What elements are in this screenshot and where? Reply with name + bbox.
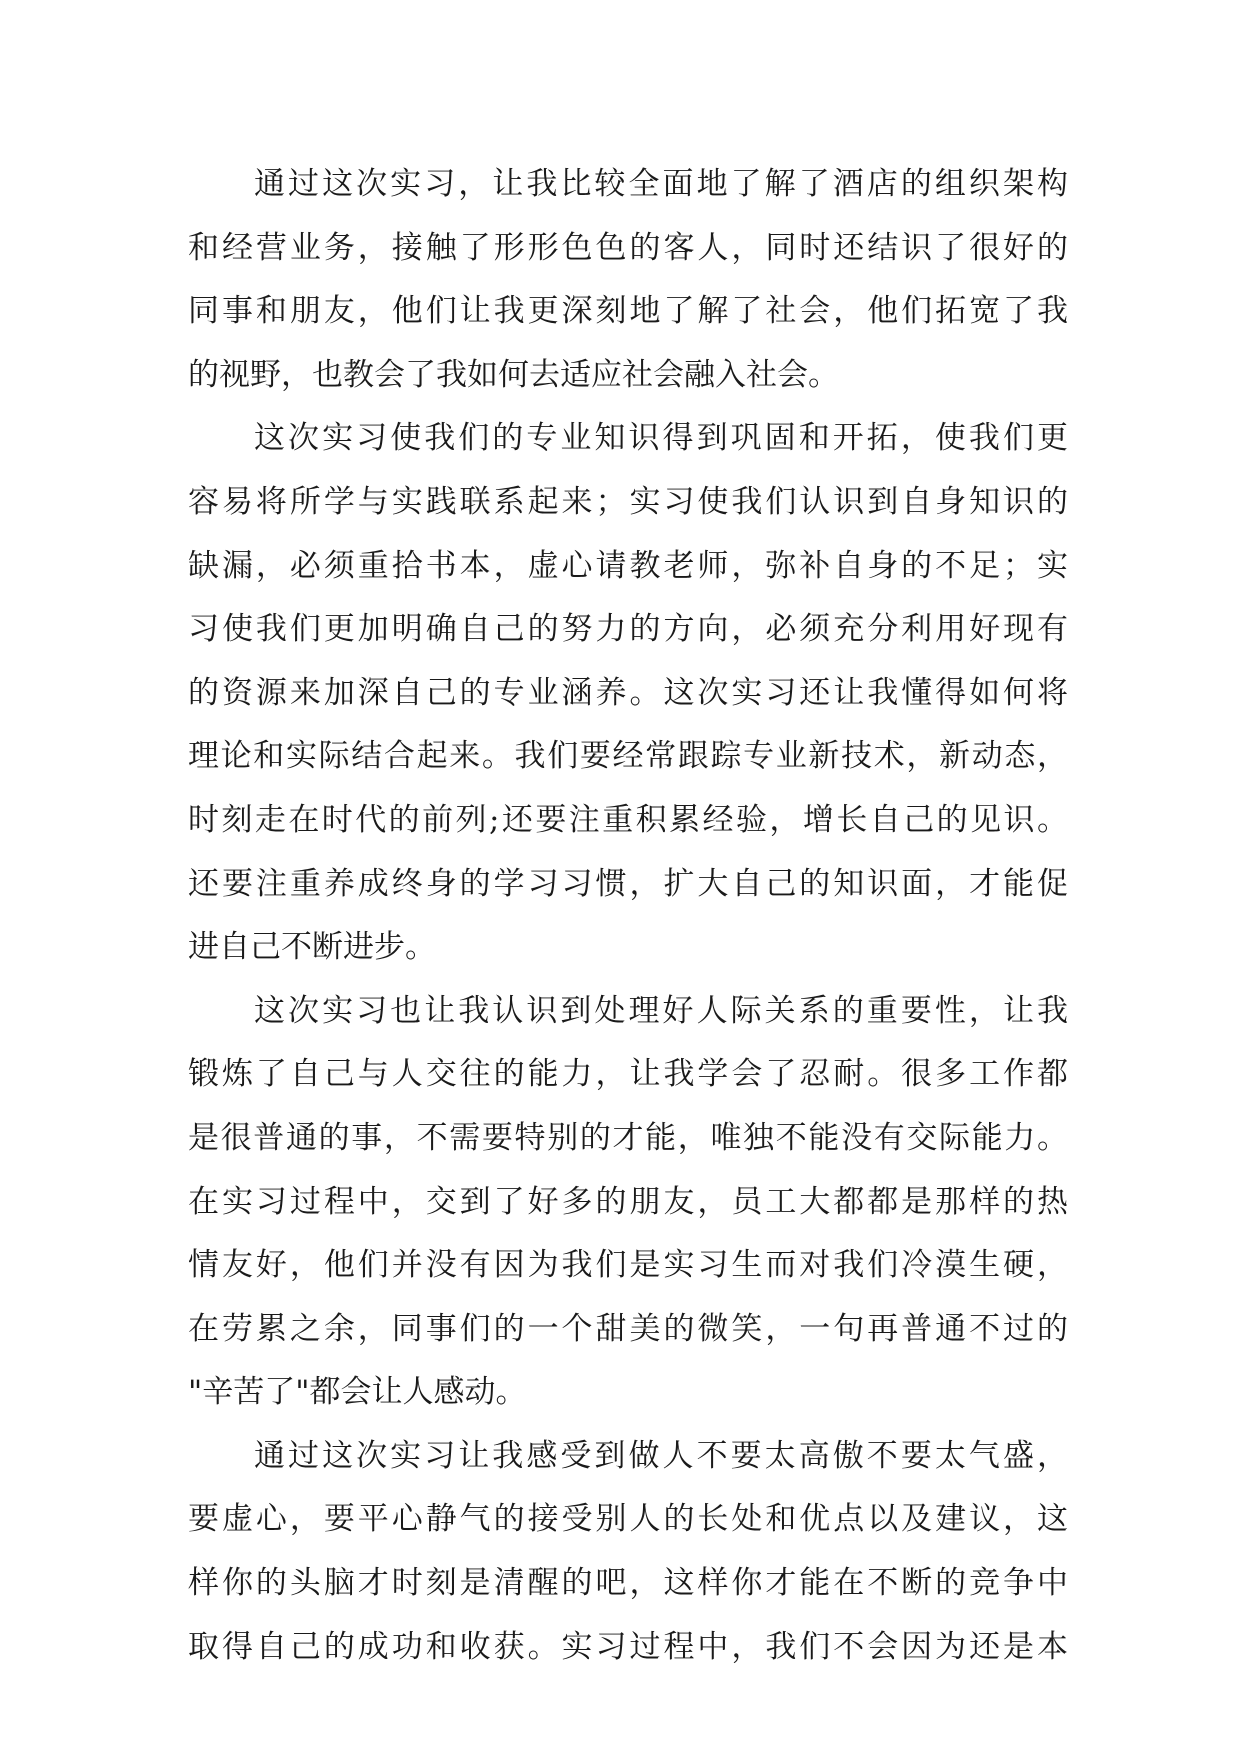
paragraph-2-line-9: 进自己不断进步。 (188, 929, 436, 966)
paragraph-3-line-4: 在实习过程中，交到了好多的朋友，员工大都都是那样的热 (188, 1183, 1068, 1220)
paragraph-1-line-1: 通过这次实习，让我比较全面地了解了酒店的组织架构 (254, 166, 1068, 202)
paragraph-3-line-1: 这次实习也让我认识到处理好人际关系的重要性，让我 (254, 992, 1068, 1029)
paragraph-2-line-3: 缺漏，必须重拾书本，虚心请教老师，弥补自身的不足；实 (188, 547, 1068, 584)
paragraph-3-line-3: 是很普通的事，不需要特别的才能，唯独不能没有交际能力。 (188, 1119, 1068, 1156)
paragraph-2-line-5: 的资源来加深自己的专业涵养。这次实习还让我懂得如何将 (188, 674, 1068, 711)
paragraph-2-line-6: 理论和实际结合起来。我们要经常跟踪专业新技术，新动态， (188, 738, 1068, 775)
paragraph-1-line-2: 和经营业务，接触了形形色色的客人，同时还结识了很好的 (188, 229, 1068, 266)
document-body (188, 153, 1068, 1679)
paragraph-1-line-4: 的视野，也教会了我如何去适应社会融入社会。 (188, 356, 839, 393)
paragraph-3-line-5: 情友好，他们并没有因为我们是实习生而对我们冷漠生硬， (188, 1247, 1068, 1284)
paragraph-3-line-6: 在劳累之余，同事们的一个甜美的微笑，一句再普通不过的 (188, 1310, 1068, 1347)
paragraph-1-line-3: 同事和朋友，他们让我更深刻地了解了社会，他们拓宽了我 (188, 293, 1068, 330)
paragraph-3-line-7: "辛苦了"都会让人感动。 (188, 1374, 527, 1411)
paragraph-2-line-4: 习使我们更加明确自己的努力的方向，必须充分利用好现有 (188, 611, 1068, 648)
paragraph-2-line-2: 容易将所学与实践联系起来；实习使我们认识到自身知识的 (188, 483, 1068, 520)
paragraph-2-line-8: 还要注重养成终身的学习习惯，扩大自己的知识面，才能促 (188, 865, 1068, 902)
paragraph-4-line-3: 样你的头脑才时刻是清醒的吧，这样你才能在不断的竞争中 (188, 1565, 1068, 1602)
paragraph-3-line-2: 锻炼了自己与人交往的能力，让我学会了忍耐。很多工作都 (188, 1056, 1068, 1093)
paragraph-4-line-1: 通过这次实习让我感受到做人不要太高傲不要太气盛， (254, 1437, 1068, 1474)
paragraph-2-line-7: 时刻走在时代的前列;还要注重积累经验，增长自己的见识。 (188, 801, 1068, 838)
paragraph-4-line-2: 要虚心，要平心静气的接受别人的长处和优点以及建议，这 (188, 1501, 1068, 1538)
paragraph-2-line-1: 这次实习使我们的专业知识得到巩固和开拓，使我们更 (254, 420, 1068, 457)
paragraph-4-line-4: 取得自己的成功和收获。实习过程中，我们不会因为还是本 (188, 1628, 1068, 1665)
